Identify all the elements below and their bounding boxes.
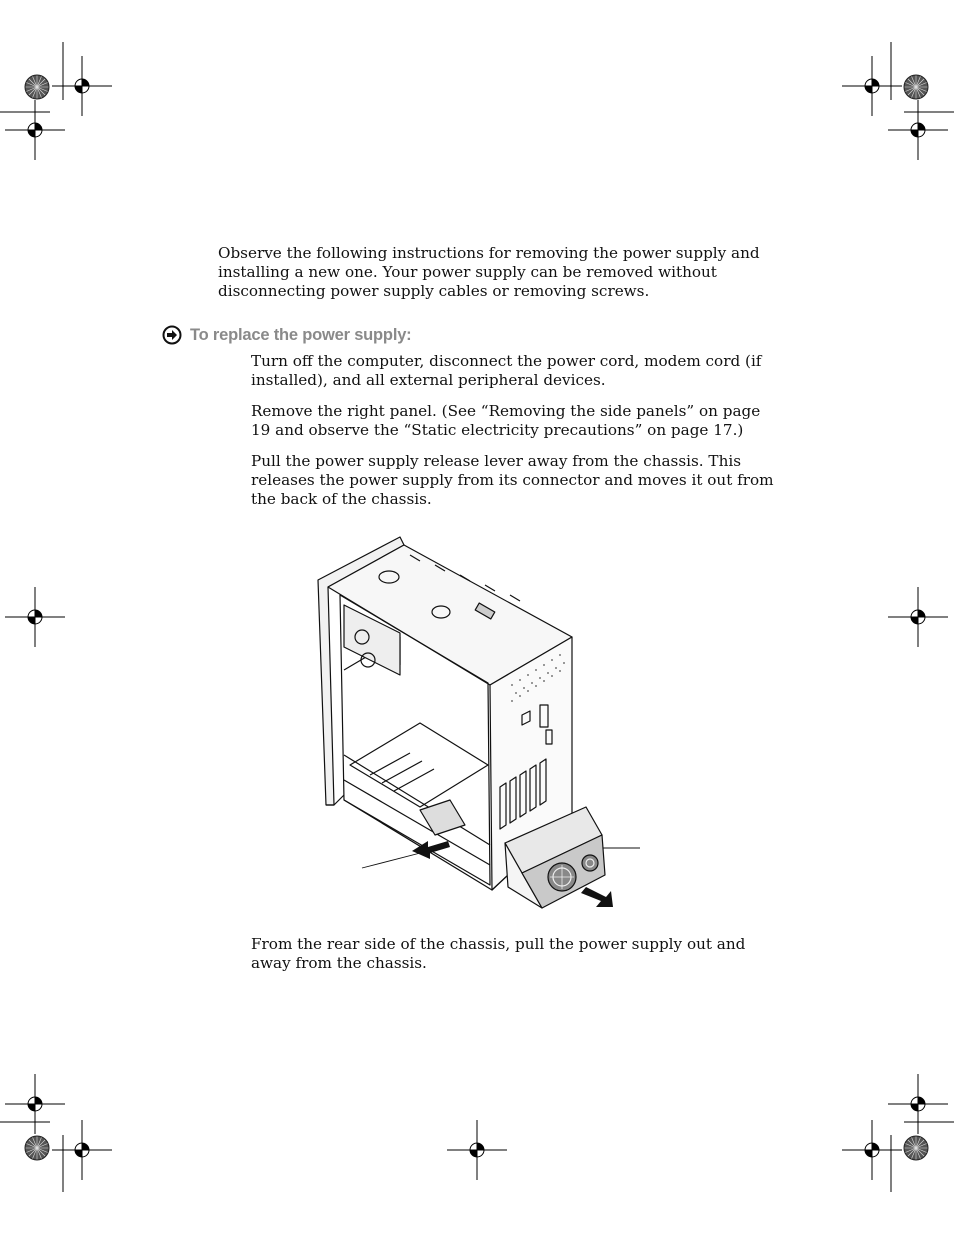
step-3: Pull the power supply release lever away from the chassis. This releases the power supply from its connector and moves it out from the back of the chassis.	[251, 452, 774, 508]
procedure-title: To replace the power supply:	[190, 325, 412, 344]
intro-paragraph: Observe the following instructions for removing the power supply and installing a new one. Your power supply can be removed without disconnecting power supply cables or removing screws.	[218, 244, 760, 300]
procedure-heading	[162, 325, 411, 345]
step-1: Turn off the computer, disconnect the power cord, modem cord (if installed), and all external peripheral devices.	[251, 352, 762, 389]
arrow-right-circle-icon	[162, 325, 182, 345]
step-4: From the rear side of the chassis, pull the power supply out and away from the chassis.	[251, 935, 746, 972]
step-2: Remove the right panel. (See “Removing the side panels” on page 19 and observe the “Static electricity precautions” on page 17.)	[251, 402, 761, 439]
power-supply-illustration	[300, 525, 660, 925]
